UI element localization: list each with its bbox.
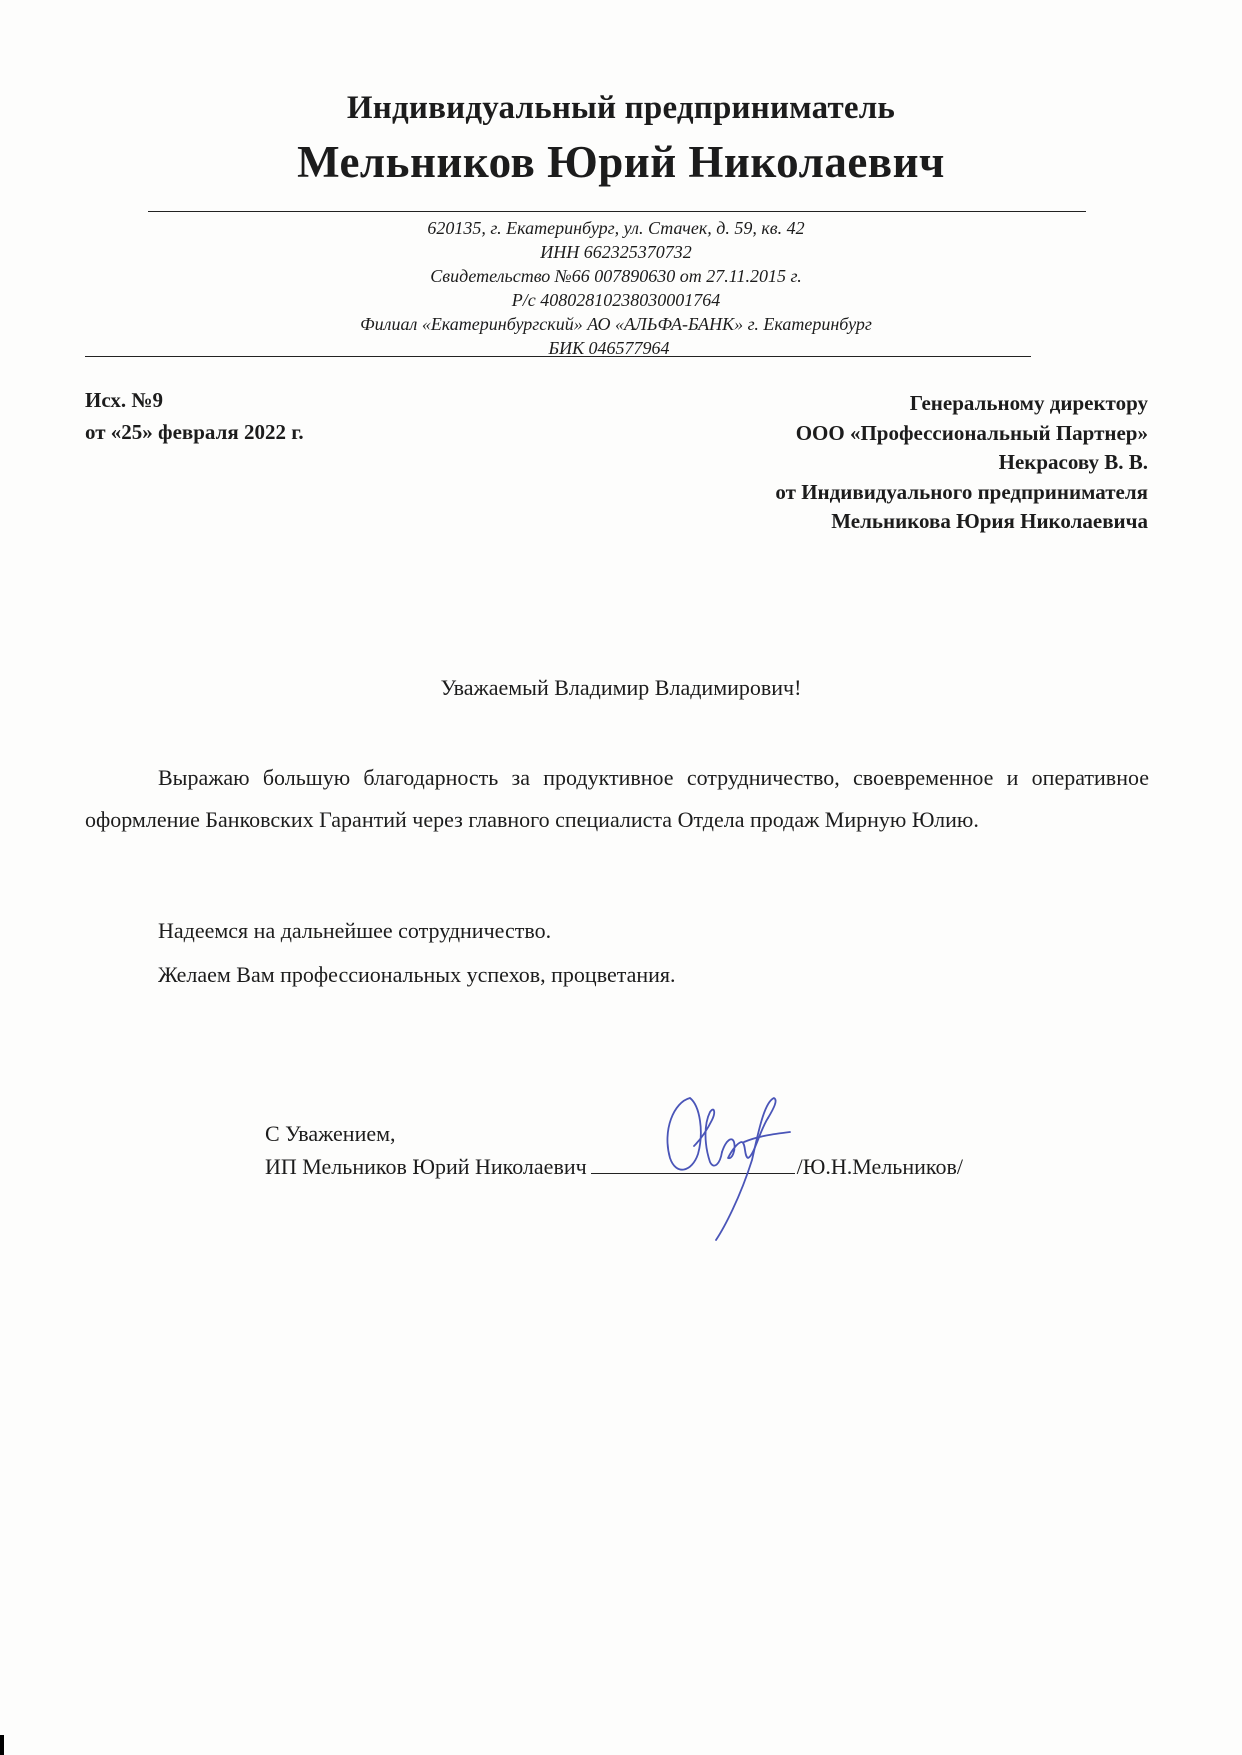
requisite-account: Р/с 40802810238030001764 [511,290,721,310]
handwritten-signature [640,1080,840,1250]
sender-title: от Индивидуального предпринимателя [775,480,1148,504]
signer-initials: /Ю.Н.Мельников/ [796,1154,963,1179]
signature-line [265,1151,963,1180]
addressee-name: Некрасову В. В. [998,450,1148,474]
closing-regards: С Уважением, [265,1121,396,1146]
header-divider-top [148,211,1086,212]
header-divider-bottom [85,356,1031,357]
body-line-wishes: Желаем Вам профессиональных успехов, процветания. [158,962,676,987]
body-line-cooperation: Надеемся на дальнейшее сотрудничество. [158,918,552,943]
addressee-position: Генеральному директору [909,391,1148,415]
requisite-address: 620135, г. Екатеринбург, ул. Стачек, д. 59, кв. 42 [427,218,805,238]
scan-edge-mark [0,1735,4,1755]
addressee-company: ООО «Профессиональный Партнер» [795,421,1148,445]
requisite-bik: БИК 046577964 [548,338,670,358]
sender-name: Мельникова Юрия Николаевича [831,509,1148,533]
signer-name: ИП Мельников Юрий Николаевич [265,1154,587,1179]
requisite-bank: Филиал «Екатеринбургский» АО «АЛЬФА-БАНК» г. Екатеринбург [360,314,872,334]
letter-date: от «25» февраля 2022 г. [85,420,304,444]
body-paragraph [85,757,1149,841]
body-paragraph-text: Выражаю большую благодарность за продуктивное сотрудничество, своевременное и оперативное оформление Банковских Гарантий через главного специалиста Отдела продаж Мирную Юлию. [85,765,1149,832]
greeting: Уважаемый Владимир Владимирович! [440,675,802,700]
requisite-certificate: Свидетельство №66 007890630 от 27.11.2015 г. [430,266,802,286]
letterhead-name: Мельников Юрий Николаевич [297,137,945,187]
requisite-inn: ИНН 662325370732 [540,242,692,262]
outgoing-number: Исх. №9 [85,388,163,412]
letterhead-title: Индивидуальный предприниматель [346,90,896,126]
